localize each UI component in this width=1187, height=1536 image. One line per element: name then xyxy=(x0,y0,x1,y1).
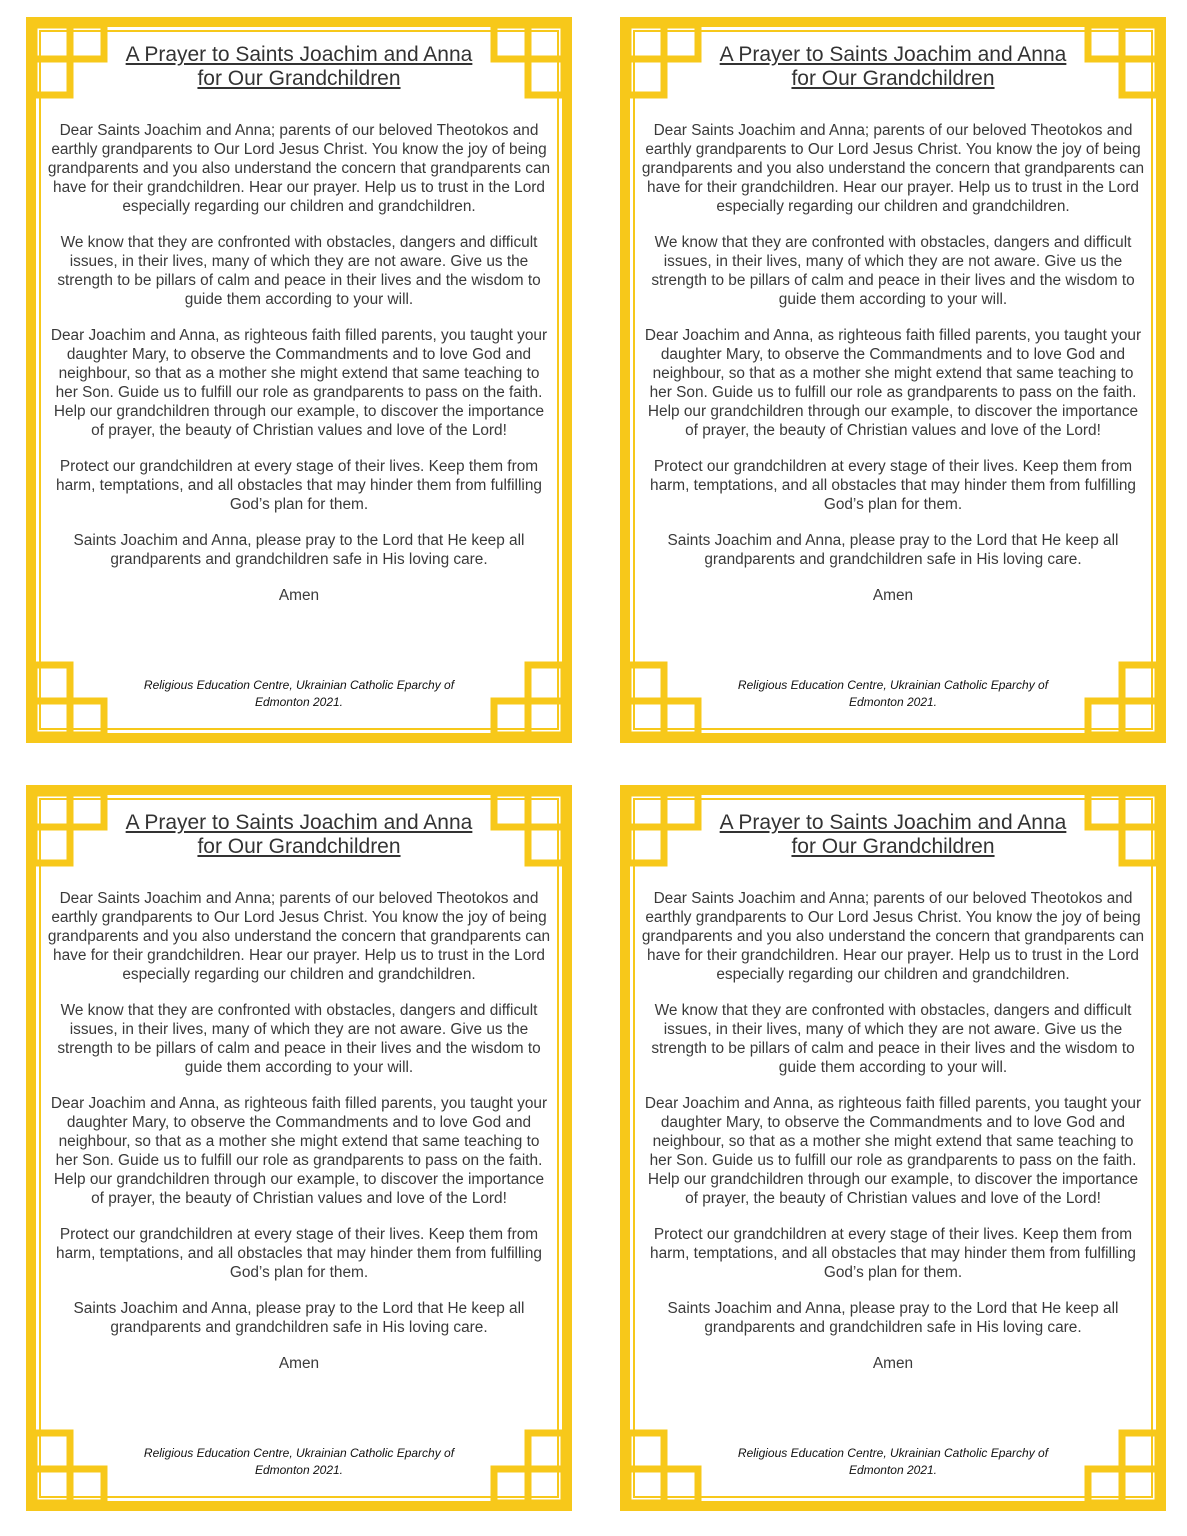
card-footer xyxy=(700,1445,1086,1479)
prayer-paragraph-5: Saints Joachim and Anna, please pray to the Lord that He keep all grandparents and grandchildren safe in His loving care. xyxy=(73,1300,525,1336)
prayer-paragraph-5: Saints Joachim and Anna, please pray to the Lord that He keep all grandparents and grandchildren safe in His loving care. xyxy=(73,532,525,568)
prayer-paragraph-4: Protect our grandchildren at every stage of their lives. Keep them from harm, temptations, and all obstacles that may hinder them from fulfilling God’s plan for them. xyxy=(650,458,1136,513)
prayer-card-top-right xyxy=(620,17,1166,743)
prayer-paragraph-4: Protect our grandchildren at every stage of their lives. Keep them from harm, temptations, and all obstacles that may hinder them from fulfilling God’s plan for them. xyxy=(650,1226,1136,1281)
prayer-card-bottom-right xyxy=(620,785,1166,1511)
prayer-paragraph-4: Protect our grandchildren at every stage of their lives. Keep them from harm, temptations, and all obstacles that may hinder them from fulfilling God’s plan for them. xyxy=(56,1226,542,1281)
footer-line-1: Religious Education Centre, Ukrainian Catholic Eparchy of xyxy=(737,1446,1049,1460)
title-line-1: A Prayer to Saints Joachim and Anna xyxy=(719,811,1067,834)
card-content xyxy=(640,811,1146,1373)
prayer-paragraph-2: We know that they are confronted with obstacles, dangers and difficult issues, in their lives, many of which they are not aware. Give us the strength to be pillars of calm and peace in their lives and the wisdom to guide them according to your will. xyxy=(651,234,1135,308)
card-title xyxy=(640,43,1146,91)
prayer-paragraph-3: Dear Joachim and Anna, as righteous faith filled parents, you taught your daughter Mary, to observe the Commandments and to love God and neighbour, so that as a mother she might extend that same teaching to her Son. Guide us to fulfill our role as grandparents to pass on the faith. Help our grandchildren through our example, to discover the importance of prayer, the beauty of Christian values and love of the Lord! xyxy=(50,327,548,439)
prayer-paragraph-2: We know that they are confronted with obstacles, dangers and difficult issues, in their lives, many of which they are not aware. Give us the strength to be pillars of calm and peace in their lives and the wisdom to guide them according to your will. xyxy=(57,1002,541,1076)
title-line-2: for Our Grandchildren xyxy=(791,67,995,90)
amen-text: Amen xyxy=(872,587,914,604)
card-content xyxy=(46,811,552,1373)
prayer-paragraph-1: Dear Saints Joachim and Anna; parents of our beloved Theotokos and earthly grandparents to Our Lord Jesus Christ. You know the joy of being grandparents and you also understand the concern that grandparents can have for their grandchildren. Hear our prayer. Help us to trust in the Lord especially regarding our children and grandchildren. xyxy=(47,890,551,983)
footer-line-2: Edmonton 2021. xyxy=(254,1463,344,1477)
title-line-2: for Our Grandchildren xyxy=(791,835,995,858)
footer-line-2: Edmonton 2021. xyxy=(254,695,344,709)
card-footer xyxy=(106,1445,492,1479)
prayer-paragraph-5: Saints Joachim and Anna, please pray to the Lord that He keep all grandparents and grandchildren safe in His loving care. xyxy=(667,532,1119,568)
card-footer xyxy=(700,677,1086,711)
card-content xyxy=(46,43,552,605)
title-line-2: for Our Grandchildren xyxy=(197,835,401,858)
prayer-paragraph-3: Dear Joachim and Anna, as righteous faith filled parents, you taught your daughter Mary, to observe the Commandments and to love God and neighbour, so that as a mother she might extend that same teaching to her Son. Guide us to fulfill our role as grandparents to pass on the faith. Help our grandchildren through our example, to discover the importance of prayer, the beauty of Christian values and love of the Lord! xyxy=(644,327,1142,439)
footer-line-1: Religious Education Centre, Ukrainian Catholic Eparchy of xyxy=(143,678,455,692)
prayer-paragraph-1: Dear Saints Joachim and Anna; parents of our beloved Theotokos and earthly grandparents to Our Lord Jesus Christ. You know the joy of being grandparents and you also understand the concern that grandparents can have for their grandchildren. Hear our prayer. Help us to trust in the Lord especially regarding our children and grandchildren. xyxy=(641,890,1145,983)
title-line-1: A Prayer to Saints Joachim and Anna xyxy=(125,43,473,66)
amen-text: Amen xyxy=(278,1355,320,1372)
prayer-card-top-left xyxy=(26,17,572,743)
prayer-card-bottom-left xyxy=(26,785,572,1511)
prayer-paragraph-1: Dear Saints Joachim and Anna; parents of our beloved Theotokos and earthly grandparents to Our Lord Jesus Christ. You know the joy of being grandparents and you also understand the concern that grandparents can have for their grandchildren. Hear our prayer. Help us to trust in the Lord especially regarding our children and grandchildren. xyxy=(47,122,551,215)
prayer-paragraph-4: Protect our grandchildren at every stage of their lives. Keep them from harm, temptations, and all obstacles that may hinder them from fulfilling God’s plan for them. xyxy=(56,458,542,513)
footer-line-1: Religious Education Centre, Ukrainian Catholic Eparchy of xyxy=(143,1446,455,1460)
prayer-paragraph-2: We know that they are confronted with obstacles, dangers and difficult issues, in their lives, many of which they are not aware. Give us the strength to be pillars of calm and peace in their lives and the wisdom to guide them according to your will. xyxy=(57,234,541,308)
footer-line-2: Edmonton 2021. xyxy=(848,1463,938,1477)
amen-text: Amen xyxy=(278,587,320,604)
prayer-paragraph-3: Dear Joachim and Anna, as righteous faith filled parents, you taught your daughter Mary, to observe the Commandments and to love God and neighbour, so that as a mother she might extend that same teaching to her Son. Guide us to fulfill our role as grandparents to pass on the faith. Help our grandchildren through our example, to discover the importance of prayer, the beauty of Christian values and love of the Lord! xyxy=(644,1095,1142,1207)
footer-line-2: Edmonton 2021. xyxy=(848,695,938,709)
title-line-2: for Our Grandchildren xyxy=(197,67,401,90)
title-line-1: A Prayer to Saints Joachim and Anna xyxy=(125,811,473,834)
title-line-1: A Prayer to Saints Joachim and Anna xyxy=(719,43,1067,66)
card-title xyxy=(46,43,552,91)
prayer-paragraph-1: Dear Saints Joachim and Anna; parents of our beloved Theotokos and earthly grandparents to Our Lord Jesus Christ. You know the joy of being grandparents and you also understand the concern that grandparents can have for their grandchildren. Hear our prayer. Help us to trust in the Lord especially regarding our children and grandchildren. xyxy=(641,122,1145,215)
card-title xyxy=(46,811,552,859)
card-footer xyxy=(106,677,492,711)
footer-line-1: Religious Education Centre, Ukrainian Catholic Eparchy of xyxy=(737,678,1049,692)
prayer-paragraph-5: Saints Joachim and Anna, please pray to the Lord that He keep all grandparents and grandchildren safe in His loving care. xyxy=(667,1300,1119,1336)
card-content xyxy=(640,43,1146,605)
prayer-paragraph-2: We know that they are confronted with obstacles, dangers and difficult issues, in their lives, many of which they are not aware. Give us the strength to be pillars of calm and peace in their lives and the wisdom to guide them according to your will. xyxy=(651,1002,1135,1076)
prayer-paragraph-3: Dear Joachim and Anna, as righteous faith filled parents, you taught your daughter Mary, to observe the Commandments and to love God and neighbour, so that as a mother she might extend that same teaching to her Son. Guide us to fulfill our role as grandparents to pass on the faith. Help our grandchildren through our example, to discover the importance of prayer, the beauty of Christian values and love of the Lord! xyxy=(50,1095,548,1207)
card-title xyxy=(640,811,1146,859)
amen-text: Amen xyxy=(872,1355,914,1372)
